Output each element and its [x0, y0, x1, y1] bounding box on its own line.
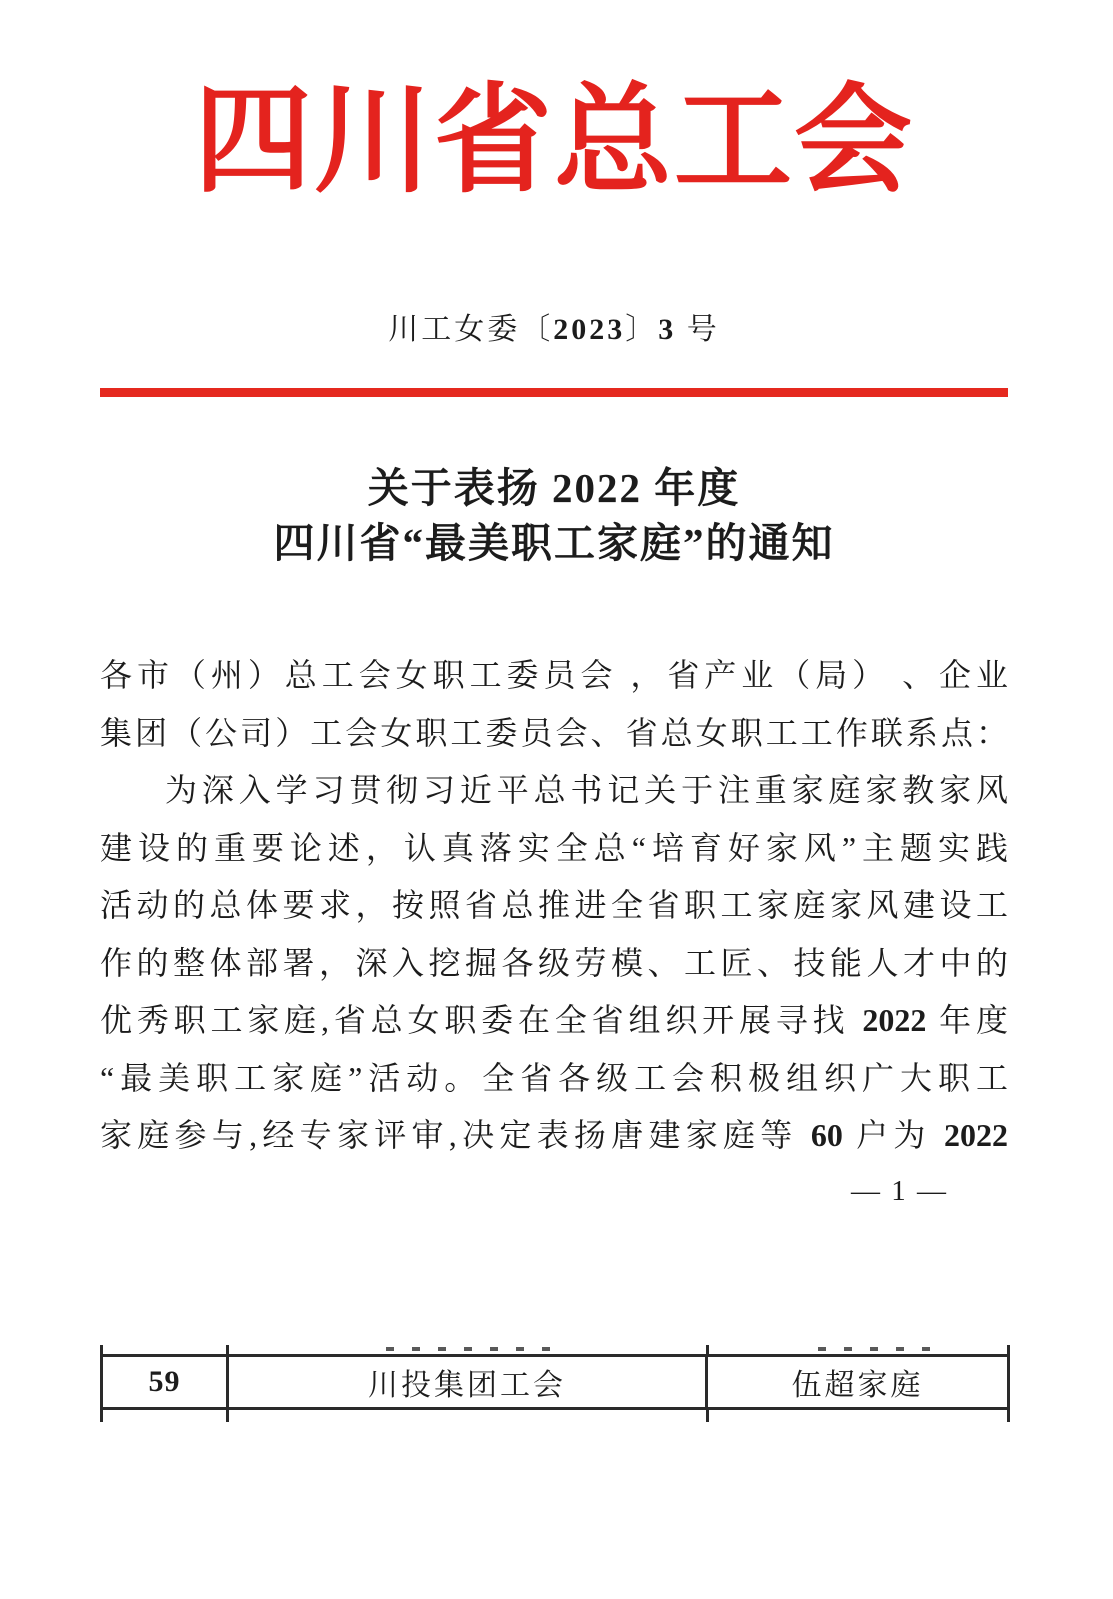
clipped-row-above [100, 1345, 1010, 1354]
clipped-row-below [100, 1410, 1010, 1422]
body-text [100, 647, 1008, 1165]
body-line: 活动的总体要求，按照省总推进全省职工家庭家风建设工 [100, 887, 1008, 923]
clipped-text-fragments [386, 1347, 554, 1351]
body-line: 集团（公司）工会女职工委员会、省总女职工工作联系点： [100, 714, 1008, 751]
table-row [100, 1354, 1010, 1410]
table-border-stub [100, 1345, 103, 1354]
table-border-stub [226, 1410, 229, 1422]
award-table [100, 1345, 1010, 1422]
body-line: 各市（州）总工会女职工委员会 ，省产业（局） 、企业 [100, 657, 1008, 693]
table-border-stub [226, 1345, 229, 1354]
table-border-stub [706, 1410, 709, 1422]
notice-title-line-2: 四川省“最美职工家庭”的通知 [273, 520, 835, 566]
table-cell-union: 川投集团工会 [229, 1357, 708, 1407]
body-line: 为深入学习贯彻习近平总书记关于注重家庭家教家风 [165, 772, 1008, 808]
body-line: 家庭参与,经专家评审,决定表扬唐建家庭等 60 户为 2022 [100, 1117, 1008, 1153]
doc-number: 川工女委〔2023〕3 号 [388, 313, 720, 346]
body-line: “最美职工家庭”活动。全省各级工会积极组织广大职工 [100, 1059, 1008, 1096]
page-number: — 1 — [851, 1174, 948, 1207]
body-line: 作的整体部署，深入挖掘各级劳模、工匠、技能人才中的 [100, 944, 1008, 981]
red-divider-rule [100, 388, 1008, 397]
body-line: 建设的重要论述，认真落实全总“培育好家风”主题实践 [100, 829, 1008, 866]
table-cell-index: 59 [100, 1357, 229, 1407]
org-masthead-title: 四川省总工会 [193, 76, 914, 207]
notice-title-line-1: 关于表扬 2022 年度 [367, 465, 741, 511]
table-cell-family: 伍超家庭 [708, 1357, 1010, 1407]
table-border-stub [100, 1410, 103, 1422]
table-border-stub [1007, 1410, 1010, 1422]
body-line: 优秀职工家庭,省总女职委在全省组织开展寻找 2022 年度 [100, 1002, 1008, 1038]
table-border-stub [1007, 1345, 1010, 1354]
notice-title [100, 461, 1008, 571]
clipped-text-fragments [818, 1347, 938, 1351]
table-border-stub [706, 1345, 709, 1354]
